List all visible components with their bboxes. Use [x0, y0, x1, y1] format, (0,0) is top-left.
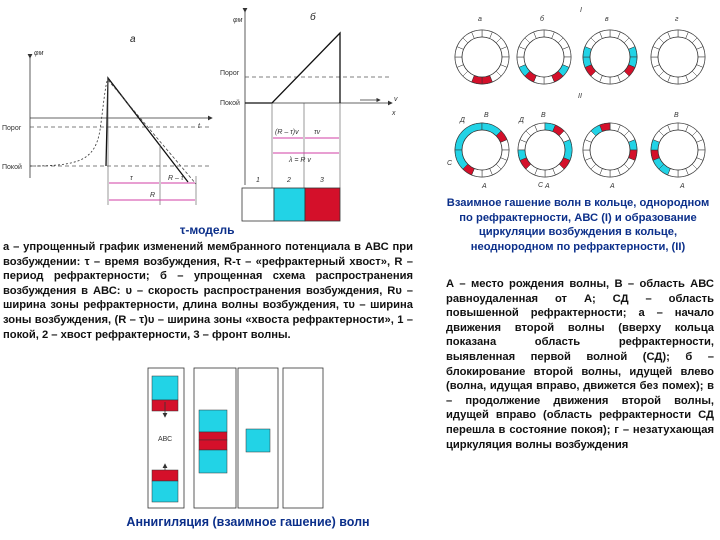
ring-8-label-A: А [680, 183, 685, 190]
graph-a-x-label: t [198, 123, 200, 130]
rings-diagram [447, 7, 705, 190]
graph-b-lambda-label: λ = R v [289, 157, 311, 164]
ring-b-inner [524, 37, 564, 77]
ring-letter-g: г [675, 16, 679, 23]
graph-b-zone-3-label: 3 [320, 177, 324, 184]
graph-b-velocity-label: v [394, 96, 398, 103]
graph-a-rest-label: Покой [2, 164, 22, 171]
ring-5-label-C: С [447, 160, 453, 167]
ring-6-label-B: В [541, 112, 546, 119]
graph-b-tauv-label: τv [314, 129, 321, 136]
graph-a [2, 34, 212, 205]
graph-b-zone-2-label: 2 [287, 177, 291, 184]
roman-1-label: I [580, 7, 582, 14]
graph-b-rtauv-label: (R – τ)v [275, 129, 299, 136]
ring-v-inner [590, 37, 630, 77]
graph-a-dashed-line [108, 80, 196, 184]
graph-a-tau-label: τ [130, 175, 133, 182]
graph-b-zone-tail [274, 188, 305, 221]
ring-caption: Взаимное гашение волн в кольце, однородном по рефрактерности, АВС (I) и образование циркуляции возбуждения в кольце, неоднородном по рефрактерности, (II) [446, 197, 710, 253]
graph-b-zone-rest [242, 188, 274, 221]
strip-3-zone [246, 429, 270, 452]
ring-f-inner [590, 130, 630, 170]
ring-7-label-A: А [610, 183, 615, 190]
strip-2-lower-zone [199, 450, 227, 473]
graph-a-dashed-curve [30, 78, 108, 166]
ring-8-label-B: В [674, 112, 679, 119]
graph-a-rtau-label: R – τ [168, 175, 184, 182]
graph-b-zone-front [305, 188, 340, 221]
strip-1-upper-zone [152, 376, 178, 400]
strip-1-lower-zone [152, 481, 178, 502]
graph-b-wave-line [245, 33, 340, 103]
ring-5-label-D: Д [460, 117, 465, 124]
graph-b-rest-label: Покой [220, 100, 240, 107]
graph-a-potential-line [106, 78, 188, 182]
graph-b-zone-1-label: 1 [256, 177, 260, 184]
description-right: А – место рождения волны, В – область АВС равноудаленная от А; СД – область повышенной рефрактерности; а – начало движения второй волны (вверху кольца показана область рефрактерности, выявленная первой волной (СД); б – блокирование второй волны, идущей влево (волна, идущая вправо, движется без помех); в – продолжение движения второй волны, идущей вправо (область рефрактерности СД перешла в состояние покоя); г – незатухающая циркуляция волны возбуждения [446, 278, 714, 451]
annihilation-diagram [148, 368, 323, 508]
ring-e-inner [525, 130, 565, 170]
graph-a-threshold-label: Порог [2, 125, 22, 132]
graph-a-y-label: φм [34, 50, 44, 57]
graph-b-panel-letter: б [310, 12, 316, 23]
ring-6-label-A: А [545, 183, 550, 190]
graph-a-R-label: R [150, 192, 156, 199]
roman-2-label: II [578, 93, 582, 100]
graph-b-x-label: x [392, 110, 396, 117]
ring-a-inner [462, 37, 502, 77]
description-left: а – упрощенный график изменений мембранного потенциала в АВС при возбуждении: τ – время возбуждения, R-τ – «рефрактерный хвост», R – период рефрактерности; б – упрощенная схема распространения возбуждения в АВС: υ – скорость распространения возбуждения, Rυ – ширина зоны рефрактерности, длина волны возбуждения, τυ – ширина зоны возбуждения, (R – τ)υ – ширина зоны «хвоста рефрактерности», 1 – покой, 2 – хвост рефрактерности, 3 – фронт волны. [3, 241, 413, 341]
ring-letter-b: б [540, 16, 544, 23]
graph-a-panel-letter: а [130, 34, 136, 45]
abc-label: АВС [158, 436, 173, 443]
ring-6-label-C: С [538, 182, 544, 189]
strip-2-upper-zone [199, 410, 227, 432]
graph-b-y-label: φм [233, 17, 243, 24]
strip-2-front-1 [199, 432, 227, 440]
ring-6-label-D: Д [519, 117, 524, 124]
graph-b-threshold-label: Порог [220, 70, 240, 77]
strip-4 [283, 368, 323, 508]
tau-model-title: τ-модель [180, 223, 235, 237]
ring-5-label-B: В [484, 112, 489, 119]
ring-letter-v: в [605, 16, 609, 23]
ring-d-inner [462, 130, 502, 170]
strip-1-lower-front [152, 470, 178, 481]
ring-5-label-A: А [482, 183, 487, 190]
ring-letter-a: а [478, 16, 482, 23]
annihilation-caption: Аннигиляция (взаимное гашение) волн [126, 515, 370, 529]
ring-g-inner [658, 37, 698, 77]
strip-2-front-2 [199, 440, 227, 450]
graph-b [220, 11, 398, 221]
ring-h-inner [658, 130, 698, 170]
